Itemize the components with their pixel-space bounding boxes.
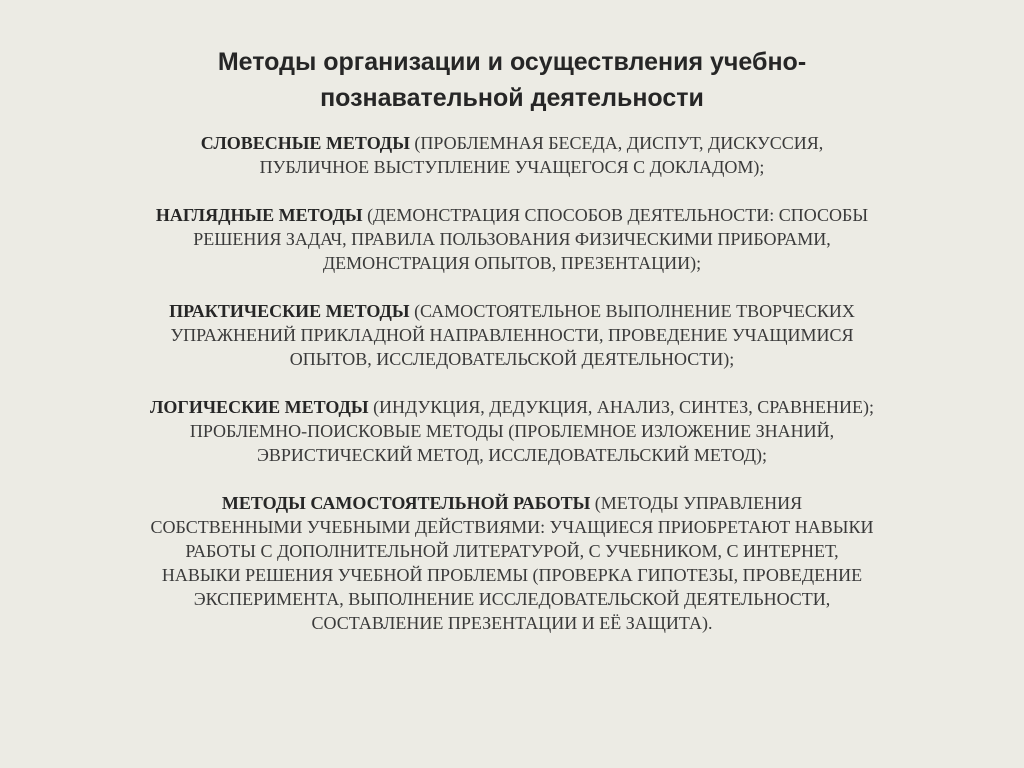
method-term: ЛОГИЧЕСКИЕ МЕТОДЫ <box>149 397 369 417</box>
methods-list <box>110 131 914 659</box>
slide-title-line: Методы организации и осуществления учебно- <box>217 48 807 76</box>
method-paragraph-logical <box>110 395 914 467</box>
method-paragraph-independent-work <box>110 491 914 635</box>
paragraph-line: РАБОТЫ С ДОПОЛНИТЕЛЬНОЙ ЛИТЕРАТУРОЙ, С УЧЕБНИКОМ, С ИНТЕРНЕТ, <box>185 541 839 561</box>
method-term: ПРАКТИЧЕСКИЕ МЕТОДЫ <box>169 301 410 321</box>
method-description: (ИНДУКЦИЯ, ДЕДУКЦИЯ, АНАЛИЗ, СИНТЕЗ, СРАВНЕНИЕ); <box>368 397 874 417</box>
paragraph-line: СОБСТВЕННЫМИ УЧЕБНЫМИ ДЕЙСТВИЯМИ: УЧАЩИЕСЯ ПРИОБРЕТАЮТ НАВЫКИ <box>150 517 874 537</box>
paragraph-line <box>110 299 914 323</box>
paragraph-line: НАВЫКИ РЕШЕНИЯ УЧЕБНОЙ ПРОБЛЕМЫ (ПРОВЕРКА ГИПОТЕЗЫ, ПРОВЕДЕНИЕ <box>161 565 863 585</box>
method-description: (САМОСТОЯТЕЛЬНОЕ ВЫПОЛНЕНИЕ ТВОРЧЕСКИХ <box>409 301 855 321</box>
method-term: НАГЛЯДНЫЕ МЕТОДЫ <box>155 205 363 225</box>
paragraph-line: ОПЫТОВ, ИССЛЕДОВАТЕЛЬСКОЙ ДЕЯТЕЛЬНОСТИ); <box>289 349 735 369</box>
paragraph-line: СОСТАВЛЕНИЕ ПРЕЗЕНТАЦИИ И ЕЁ ЗАЩИТА). <box>311 613 713 633</box>
method-description: (МЕТОДЫ УПРАВЛЕНИЯ <box>590 493 803 513</box>
slide-title <box>120 44 904 116</box>
paragraph-line: УПРАЖНЕНИЙ ПРИКЛАДНОЙ НАПРАВЛЕННОСТИ, ПРОВЕДЕНИЕ УЧАЩИМИСЯ <box>170 325 854 345</box>
paragraph-line <box>110 131 914 155</box>
method-paragraph-visual <box>110 203 914 275</box>
method-term: СЛОВЕСНЫЕ МЕТОДЫ <box>200 133 410 153</box>
paragraph-line: ПУБЛИЧНОЕ ВЫСТУПЛЕНИЕ УЧАЩЕГОСЯ С ДОКЛАДОМ); <box>259 157 765 177</box>
paragraph-line: ЭКСПЕРИМЕНТА, ВЫПОЛНЕНИЕ ИССЛЕДОВАТЕЛЬСКОЙ ДЕЯТЕЛЬНОСТИ, <box>193 589 831 609</box>
method-description: (ПРОБЛЕМНАЯ БЕСЕДА, ДИСПУТ, ДИСКУССИЯ, <box>409 133 824 153</box>
paragraph-line: ЭВРИСТИЧЕСКИЙ МЕТОД, ИССЛЕДОВАТЕЛЬСКИЙ МЕТОД); <box>256 445 768 465</box>
method-description: (ДЕМОНСТРАЦИЯ СПОСОБОВ ДЕЯТЕЛЬНОСТИ: СПОСОБЫ <box>362 205 869 225</box>
paragraph-line <box>110 395 914 419</box>
slide-title-line: познавательной деятельности <box>320 84 704 112</box>
method-term: МЕТОДЫ САМОСТОЯТЕЛЬНОЙ РАБОТЫ <box>221 493 591 513</box>
paragraph-line: ПРОБЛЕМНО-ПОИСКОВЫЕ МЕТОДЫ (ПРОБЛЕМНОЕ ИЗЛОЖЕНИЕ ЗНАНИЙ, <box>189 421 835 441</box>
paragraph-line <box>110 491 914 515</box>
method-paragraph-verbal <box>110 131 914 179</box>
paragraph-line: ДЕМОНСТРАЦИЯ ОПЫТОВ, ПРЕЗЕНТАЦИИ); <box>322 253 702 273</box>
method-paragraph-practical <box>110 299 914 371</box>
paragraph-line <box>110 203 914 227</box>
paragraph-line: РЕШЕНИЯ ЗАДАЧ, ПРАВИЛА ПОЛЬЗОВАНИЯ ФИЗИЧЕСКИМИ ПРИБОРАМИ, <box>193 229 831 249</box>
